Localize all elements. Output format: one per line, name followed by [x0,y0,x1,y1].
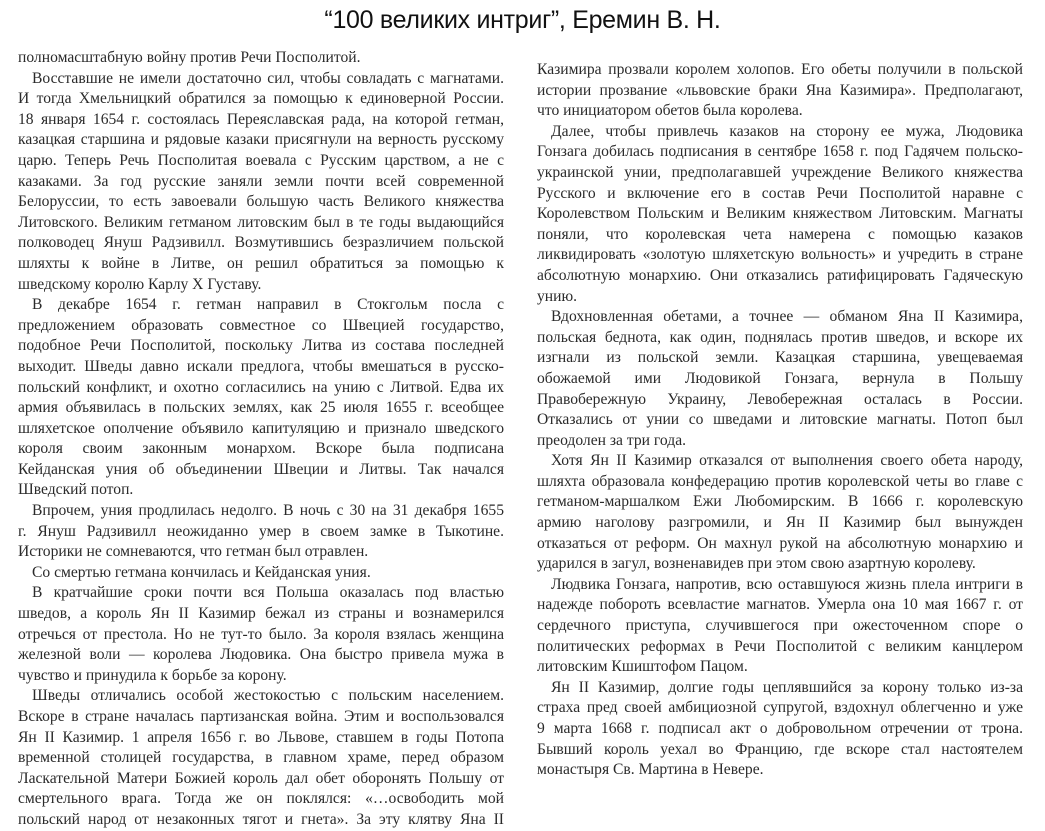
text-line: чувство и принудила к борьбе за корону. [18,666,287,684]
text-line: армия объявилась в польских землях, как 25 июля 1655 г. всеобщее [18,399,504,417]
text-line: Вдохновленная обетами, а точнее — обманом Яна II Казимира, [551,308,1023,326]
text-line: поняли, что королевская чета намерена с помощью казаков [537,225,1023,243]
text-line: Впрочем, уния продлилась недолго. В ночь с 30 на 31 декабря 1655 [32,502,504,520]
text-line: Ян II Казимир. 1 апреля 1656 г. во Львове, ставшем в годы Потопа [18,728,504,746]
text-line: В кратчайшие сроки почти вся Польша оказалась под властью [32,584,504,602]
text-line: Отказались от унии со шведами и литовские магнаты. Потоп был [537,411,1023,429]
text-line: шляхетское ополчение объявило капитуляцию и признало шведского [18,419,504,437]
text-line: Ласкательной Матери Божией король дал обет оборонять Польшу от [18,769,504,787]
text-line: Вскоре в стране началась партизанская война. Этим и воспользовался [18,708,504,725]
text-line: казацкая старшина и рядовые казаки присягнули на верность русскому [18,131,504,149]
text-line: ликвидировать «золотую шляхетскую вольность» и учредить в стране [537,246,1023,264]
slide-title: “100 великих интриг”, Еремин В. Н. [324,6,721,34]
text-line: полномасштабную войну против Речи Посполитой. [18,49,361,66]
text-line: абсолютную монархию. Они отказались ратифицировать Гадяческую [537,266,1023,284]
text-line: предложением образовать совместное со Швецией государство, [18,316,504,334]
text-line: Гонзага добилась подписания в сентябре 1658 г. под Гадячем польско- [537,143,1023,161]
text-line: армию наголову разгромили, и Ян II Казимир был вынужден [537,514,1023,532]
text-line: г. Януш Радзивилл неожиданно умер в своем замке в Тыкотине. [18,522,504,540]
text-line: гетманом-маршалком Ежи Любомирским. В 1666 г. королевскую [537,493,1023,511]
text-line: смертельного врага. Тогда же он поклялся: «…освободить мой [18,790,504,808]
text-line: ударился в загул, возненавидев при этом свою азартную королеву. [537,555,976,573]
text-line: политических реформах в Речи Посполитой с великим канцлером [537,637,1023,655]
text-line: Правобережную Украину, Левобережная осталась в России. [537,390,1023,408]
text-line: шведов, а король Ян II Казимир бежал из страны и вознамерился [18,605,504,623]
text-line: полководец Януш Радзивилл. Возмутившись безразличием польской [18,234,504,252]
text-line: Шведы отличались особой жестокостью с польским населением. [32,687,504,705]
text-line: страха пред своей амбициозной супругой, вздохнул облегченно и уже [537,699,1023,717]
text-line: шляхты к войне в Литве, он решил обратиться за помощью к [18,254,504,272]
right-text-column [537,60,1023,781]
text-line: Кейданская уния об объединении Швеции и Литвы. Так начался [18,460,504,478]
text-line: сердечного приступа, случившегося при ожесточенном споре о [537,617,1023,635]
text-line: монастыря Св. Мартина в Невере. [537,761,764,779]
text-line: польский народ от незаконных тягот и гнета». За эту клятву Яна II [18,810,504,828]
text-line: казаками. За год русские заняли земли почти всей современной [18,172,504,190]
text-line: Русского и включение его в состав Речи Посполитой наравне с [537,184,1023,202]
text-line: надежде побороть всевластие магнатов. Умерла она 10 мая 1667 г. от [537,596,1023,614]
text-line: истории прозвание «львовские браки Яна Казимира». Предполагают, [537,81,1023,99]
text-line: Казимира прозвали королем холопов. Его обеты получили в польской [537,61,1023,78]
text-line: 18 января 1654 г. состоялась Переяславская рада, на которой гетман, [18,110,504,128]
text-line: изгнали из польской земли. Казацкая старшина, увещеваемая [537,349,1023,367]
text-line: И тогда Хмельницкий обратился за помощью к единоверной России. [18,90,504,108]
text-line: Королевством Польским и Великим княжеством Литовским. Магнаты [537,205,1023,223]
text-line: шведскому королю Карлу Х Густаву. [18,275,262,293]
text-line: Ян II Казимир, долгие годы цеплявшийся за корону только из-за [551,678,1023,696]
text-line: преодолен за три года. [537,431,687,449]
text-line: подобное Речи Посполитой, поскольку Литва из состава последней [18,337,504,355]
text-line: украинской унии, предполагавшей учреждение Великого княжества [537,163,1023,181]
text-line: царю. Теперь Речь Посполитая воевала с Русским царством, а не с [18,151,504,169]
text-line: В декабре 1654 г. гетман направил в Стокгольм посла с [32,296,504,314]
text-line: Далее, чтобы привлечь казаков на сторону ее мужа, Людовика [551,122,1023,140]
text-line: что инициатором обетов была королева. [537,102,803,120]
text-line: отказаться от реформ. Он махнул рукой на абсолютную монархию и [537,534,1023,552]
text-line: Людвика Гонзага, напротив, всю оставшуюся жизнь плела интриги в [551,575,1023,593]
text-line: Хотя Ян II Казимир отказался от выполнения своего обета народу, [551,452,1023,470]
text-line: Литовского. Великим гетманом литовским был в те годы выдающийся [18,213,504,231]
text-line: железной воли — королева Людовика. Она быстро привела мужа в [18,646,504,664]
text-line: польский конфликт, и охотно согласились на унию с Литвой. Едва их [18,378,504,396]
text-line: унию. [537,287,578,305]
text-line: Белоруссии, то есть завоевали большую часть Великого княжества [18,193,504,211]
text-line: польская беднота, как один, поднялась против шведов, и вскоре их [537,328,1023,346]
text-line: шляхта образовала конфедерацию против королевской четы во главе с [537,472,1023,490]
text-line: 9 марта 1668 г. подписал акт о добровольном отречении от трона. [537,720,1023,737]
text-line: выходит. Шведы давно искали предлога, чтобы вмешаться в русско- [18,357,504,375]
text-line: Историки не сомневаются, что гетман был отравлен. [18,543,369,561]
text-line: короля своим законным монархом. Вскоре была подписана [18,440,504,458]
text-line: временной столицей государства, в главном храме, перед образом [18,749,504,767]
text-line: Бывший король уехал во Францию, где вскоре стал настоятелем [537,740,1023,758]
text-line: литовским Кшиштофом Пацом. [537,658,748,676]
text-line: Со смертью гетмана кончилась и Кейданская уния. [32,563,371,581]
text-line: Шведский потоп. [18,481,134,499]
text-line: Восставшие не имели достаточно сил, чтобы совладать с магнатами. [32,69,504,87]
text-line: обожаемой ими Людовикой Гонзага, вернула в Польшу [537,369,1023,387]
left-text-column [18,48,504,831]
text-line: отречься от престола. Но не тут-то было. За короля взялась женщина [18,625,504,643]
